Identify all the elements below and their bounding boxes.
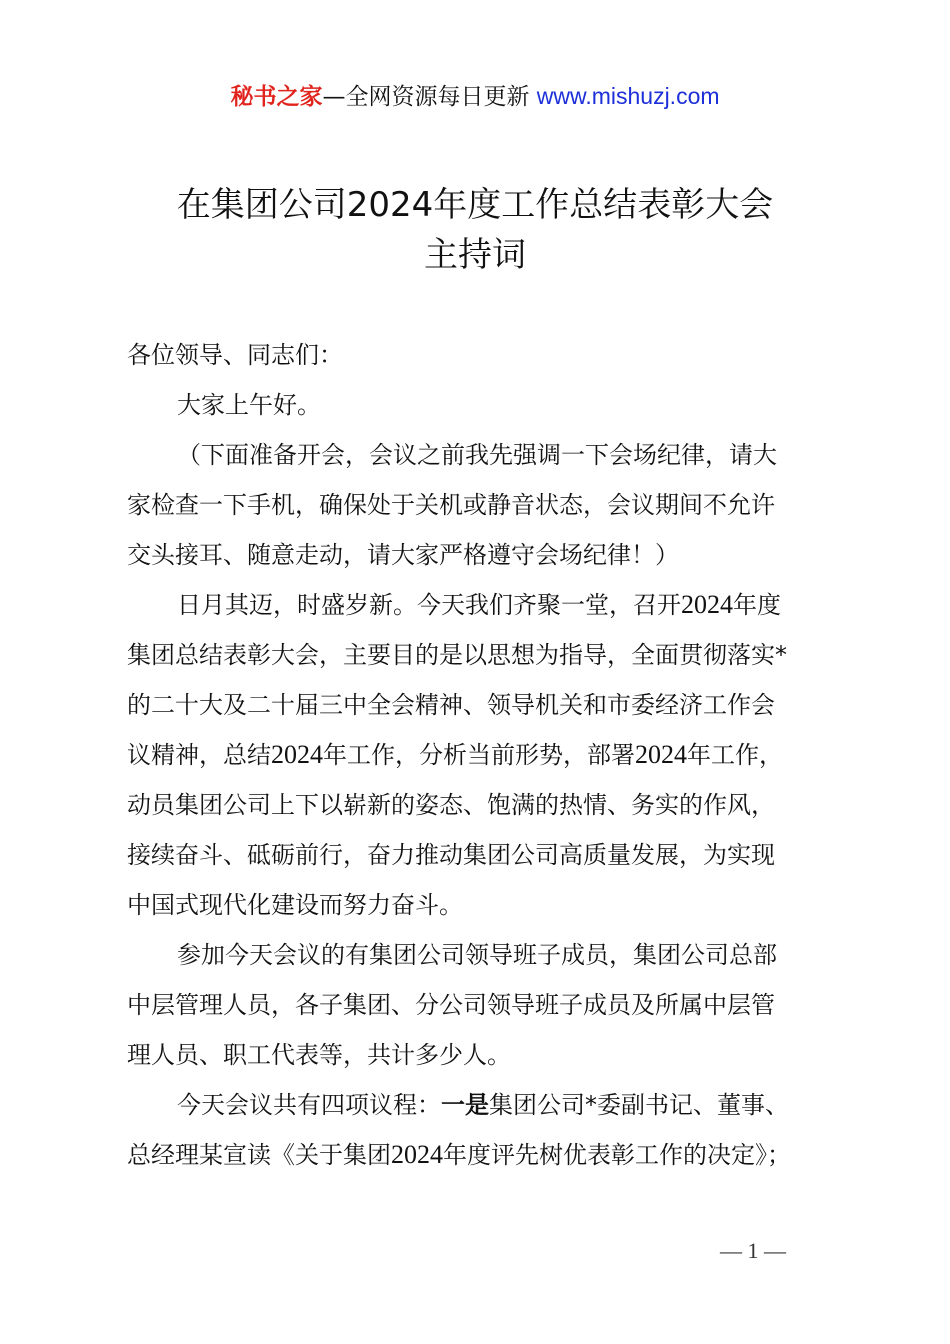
paragraph-line: 中国式现代化建设而努力奋斗。 (127, 891, 463, 919)
text-run: 议精神，总结 (127, 741, 271, 769)
greeting: 大家上午好。 (177, 391, 321, 419)
paragraph-line (127, 730, 783, 780)
site-url-link[interactable]: www.mishuzj.com (536, 83, 720, 109)
paragraph-line: 家检查一下手机，确保处于关机或静音状态，会议期间不允许 (127, 491, 775, 519)
document-title-line-2: 主持词 (424, 235, 526, 275)
text-run: 年工作，分析当前形势，部署 (323, 741, 635, 769)
paragraph-line: 参加今天会议的有集团公司领导班子成员，集团公司总部 (177, 941, 777, 969)
site-header (0, 78, 950, 115)
paragraph-line (177, 580, 781, 630)
text-run: 日月其迈，时盛岁新。今天我们齐聚一堂，召开 (177, 591, 681, 619)
paragraph-line: 中层管理人员，各子集团、分公司领导班子成员及所属中层管 (127, 991, 775, 1019)
paragraph-line: （下面准备开会，会议之前我先强调一下会场纪律，请大 (177, 441, 777, 469)
year-number: 2024 (635, 740, 687, 769)
header-tagline: —全网资源每日更新 (322, 84, 537, 110)
paragraph-line: 接续奋斗、砥砺前行，奋力推动集团公司高质量发展，为实现 (127, 841, 775, 869)
text-run: 年度 (733, 591, 781, 619)
salutation: 各位领导、同志们： (127, 341, 343, 369)
paragraph-line: 集团总结表彰大会，主要目的是以思想为指导，全面贯彻落实* (127, 641, 787, 669)
text-run: 集团公司*委副书记、董事、 (489, 1091, 789, 1119)
page-number: — 1 — (720, 1238, 786, 1263)
paragraph-line: 动员集团公司上下以崭新的姿态、饱满的热情、务实的作风， (127, 791, 775, 819)
year-number: 2024 (681, 590, 733, 619)
paragraph-line (177, 1080, 789, 1130)
text-run: 总经理某宣读《关于集团 (127, 1141, 391, 1169)
year-number: 2024 (271, 740, 323, 769)
paragraph-line: 的二十大及二十届三中全会精神、领导机关和市委经济工作会 (127, 691, 775, 719)
text-run: 今天会议共有四项议程： (177, 1091, 441, 1119)
document-title-line-1: 在集团公司2024年度工作总结表彰大会 (176, 185, 774, 225)
paragraph-line: 交头接耳、随意走动，请大家严格遵守会场纪律！） (127, 541, 679, 569)
year-number: 2024 (391, 1140, 443, 1169)
text-run: 年工作， (687, 741, 783, 769)
paragraph-line: 理人员、职工代表等，共计多少人。 (127, 1041, 511, 1069)
brand-name: 秘书之家 (230, 84, 323, 110)
paragraph-line (127, 1130, 791, 1180)
text-run: 年度评先树优表彰工作的决定》； (443, 1141, 791, 1169)
agenda-item-marker: 一是 (441, 1091, 489, 1119)
